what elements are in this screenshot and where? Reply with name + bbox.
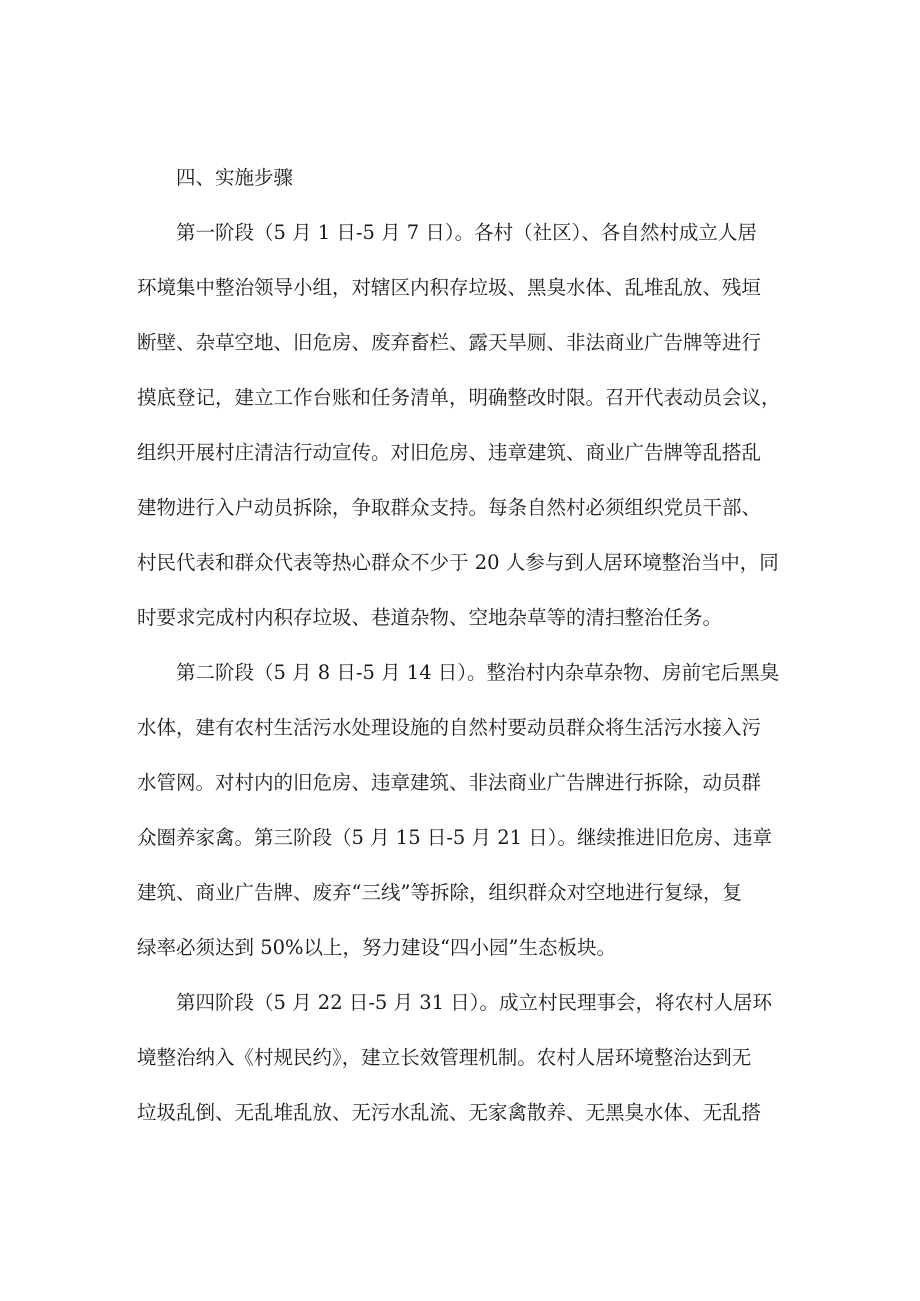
paragraph-2-line-5: 建筑、商业广告牌、废弃“三线”等拆除，组织群众对空地进行复绿，复 [137,881,742,904]
paragraph-2-line-1: 第二阶段（5 月 8 日-5 月 14 日）。整治村内杂草杂物、房前宅后黑臭 [176,661,780,684]
section-heading: 四、实施步骤 [176,166,294,189]
paragraph-3-line-2: 境整治纳入《村规民约》，建立长效管理机制。农村人居环境整治达到无 [137,1046,752,1069]
paragraph-1-line-6: 建物进行入户动员拆除，争取群众支持。每条自然村必须组织党员干部、 [137,496,762,519]
paragraph-1-line-2: 环境集中整治领导小组，对辖区内积存垃圾、黑臭水体、乱堆乱放、残垣 [137,276,762,299]
paragraph-2-line-6: 绿率必须达到 50%以上，努力建设“四小园”生态板块。 [137,936,616,959]
paragraph-2-line-3: 水管网。对村内的旧危房、违章建筑、非法商业广告牌进行拆除，动员群 [137,771,762,794]
paragraph-1-line-5: 组织开展村庄清洁行动宣传。对旧危房、违章建筑、商业广告牌等乱搭乱 [137,441,762,464]
paragraph-1-line-8: 时要求完成村内积存垃圾、巷道杂物、空地杂草等的清扫整治任务。 [137,606,723,629]
paragraph-1-line-3: 断壁、杂草空地、旧危房、废弃畜栏、露天旱厕、非法商业广告牌等进行 [137,331,762,354]
paragraph-1-line-4: 摸底登记，建立工作台账和任务清单，明确整改时限。召开代表动员会议， [137,386,781,409]
paragraph-1-line-7: 村民代表和群众代表等热心群众不少于 20 人参与到人居环境整治当中，同 [137,551,779,574]
paragraph-1-line-1: 第一阶段（5 月 1 日-5 月 7 日）。各村（社区）、各自然村成立人居 [176,221,757,244]
paragraph-3-line-1: 第四阶段（5 月 22 日-5 月 31 日）。成立村民理事会，将农村人居环 [176,991,772,1014]
paragraph-2-line-2: 水体，建有农村生活污水处理设施的自然村要动员群众将生活污水接入污 [137,716,762,739]
paragraph-2-line-4: 众圈养家禽。第三阶段（5 月 15 日-5 月 21 日）。继续推进旧危房、违章 [137,826,772,849]
paragraph-3-line-3: 垃圾乱倒、无乱堆乱放、无污水乱流、无家禽散养、无黑臭水体、无乱搭 [137,1101,762,1124]
